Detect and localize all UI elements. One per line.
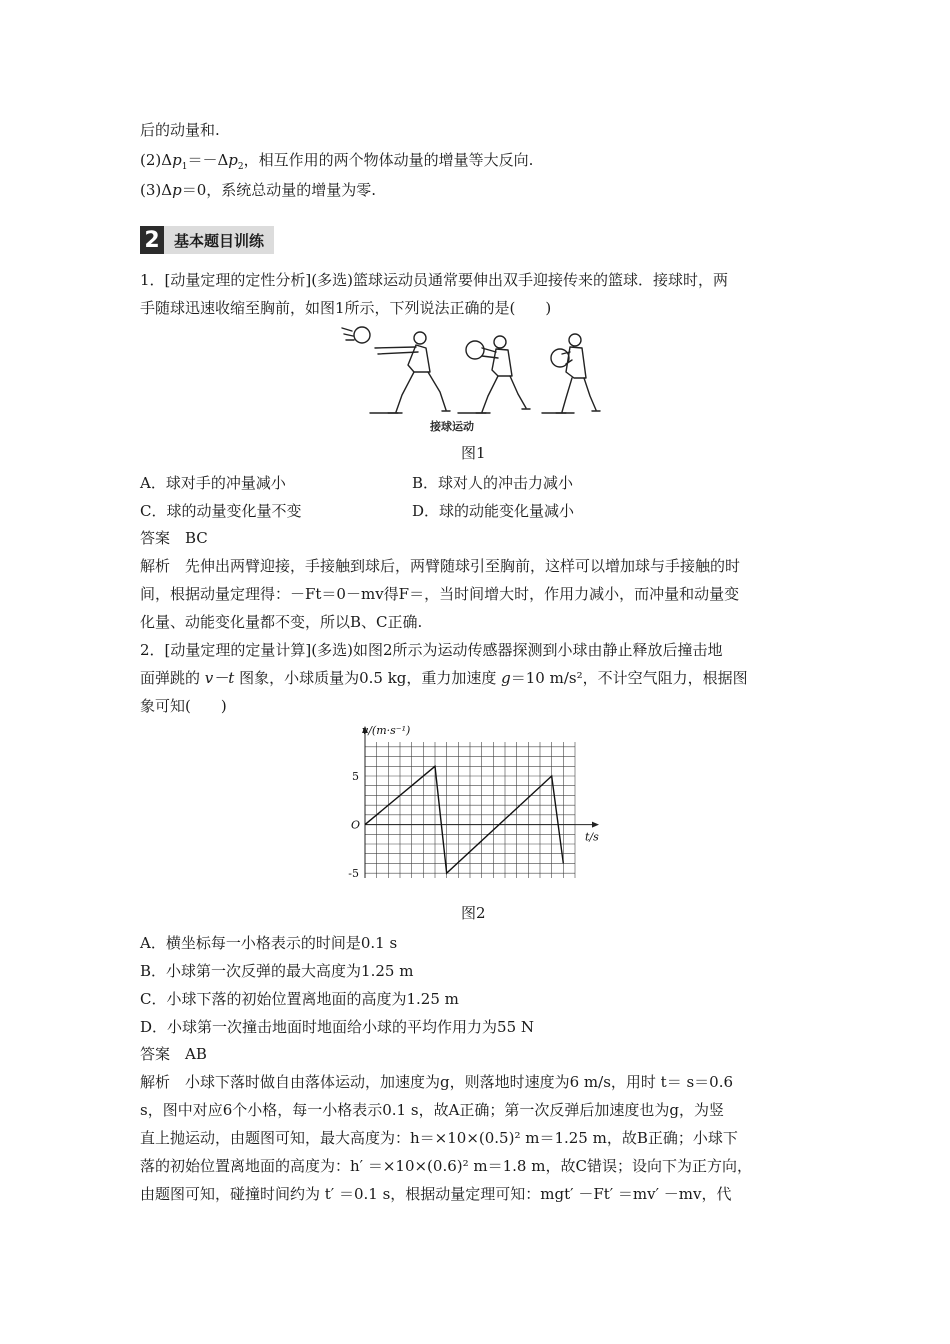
q2-option-c: C．小球下落的初始位置离地面的高度为1.25 m — [140, 990, 459, 1008]
q1-analysis-line-1: 解析 先伸出两臂迎接，手接触到球后，两臂随球引至胸前，这样可以增加球与手接触的时 — [140, 557, 741, 575]
series-line-v — [365, 766, 563, 873]
intro-line-1: 后的动量和. — [140, 121, 220, 139]
intro-line-3: (3)Δp＝0，系统总动量的增量为零. — [140, 181, 377, 199]
person-1-icon — [375, 332, 450, 413]
x-axis-arrow — [592, 822, 599, 828]
q1-option-a: A．球对手的冲量减小 — [140, 474, 286, 492]
q1-option-c: C．球的动量变化量不变 — [140, 502, 302, 520]
q2-answer: 答案 AB — [140, 1045, 207, 1063]
q2-option-b: B．小球第一次反弹的最大高度为1.25 m — [140, 962, 414, 980]
person-3-icon — [556, 334, 600, 413]
q2-analysis-line-5: 由题图可知，碰撞时间约为 t′ ＝0.1 s，根据动量定理可知：mgt′ －Ft′ ＝mv′ －mv，代 — [140, 1185, 732, 1203]
section-title: 基本题目训练 — [174, 231, 265, 250]
q1-option-d: D．球的动能变化量减小 — [412, 502, 575, 520]
figure-1-catch-illustration — [330, 320, 620, 435]
q1-analysis-line-3: 化量、动能变化量都不变，所以B、C正确. — [140, 613, 423, 631]
q1-option-b: B．球对人的冲击力减小 — [412, 474, 574, 492]
q1-answer: 答案 BC — [140, 529, 208, 547]
figure-2-vt-chart — [320, 720, 620, 895]
figure-1-image-label: 接球运动 — [430, 420, 474, 433]
intro-line-2: $(2)\Delta p_1=-\Delta p_2$，相互作用的两个物体动量的增量等大反向. — [140, 151, 534, 172]
chart-grid — [365, 742, 575, 878]
figure-1-caption: 图1 — [461, 444, 486, 462]
chart-labels — [348, 724, 599, 880]
q2-analysis-line-3: 直上抛运动，由题图可知，最大高度为：h＝×10×(0.5)² m＝1.25 m，故B正确；小球下 — [140, 1129, 738, 1147]
origin-label: O — [351, 818, 361, 832]
q2-stem-line-2: 面弹跳的 v－t 图象，小球质量为0.5 kg，重力加速度 g＝10 m/s²，不计空气阻力，根据图 — [140, 669, 748, 687]
ball-icon — [466, 341, 484, 359]
figure-2-caption: 图2 — [461, 904, 486, 922]
y-tick-label: 5 — [352, 770, 359, 783]
y-axis-label: v/(m·s⁻¹) — [362, 724, 411, 737]
q2-analysis-line-4: 落的初始位置离地面的高度为：h′ ＝×10×(0.6)² m＝1.8 m，故C错误；设向下为正方向， — [140, 1157, 752, 1175]
q1-analysis-line-2: 间，根据动量定理得：－Ft＝0－mv得F＝，当时间增大时，作用力减小，而冲量和动量变 — [140, 585, 740, 603]
section-number: 2 — [140, 226, 164, 254]
q2-analysis-line-2: s，图中对应6个小格，每一小格表示0.1 s，故A正确；第一次反弹后加速度也为g，为竖 — [140, 1101, 725, 1119]
ball-icon — [354, 327, 370, 343]
q2-option-d: D．小球第一次撞击地面时地面给小球的平均作用力为55 N — [140, 1018, 535, 1036]
section-header — [140, 226, 274, 254]
y-tick-label: -5 — [348, 867, 359, 881]
q1-stem-line-2: 手随球迅速收缩至胸前，如图1所示，下列说法正确的是( ) — [140, 299, 552, 317]
q2-stem-line-3: 象可知( ) — [140, 697, 227, 715]
x-axis-label: t/s — [585, 830, 599, 844]
q2-stem-line-1: 2．[动量定理的定量计算](多选)如图2所示为运动传感器探测到小球由静止释放后撞击地 — [140, 641, 723, 659]
q2-analysis-line-1: 解析 小球下落时做自由落体运动，加速度为g，则落地时速度为6 m/s，用时 t＝ s＝0.6 — [140, 1073, 734, 1091]
q2-option-a: A．横坐标每一小格表示的时间是0.1 s — [140, 934, 398, 952]
chart-series — [365, 766, 563, 873]
q1-stem-line-1: 1．[动量定理的定性分析](多选)篮球运动员通常要伸出双手迎接传来的篮球．接球时，两 — [140, 271, 728, 289]
